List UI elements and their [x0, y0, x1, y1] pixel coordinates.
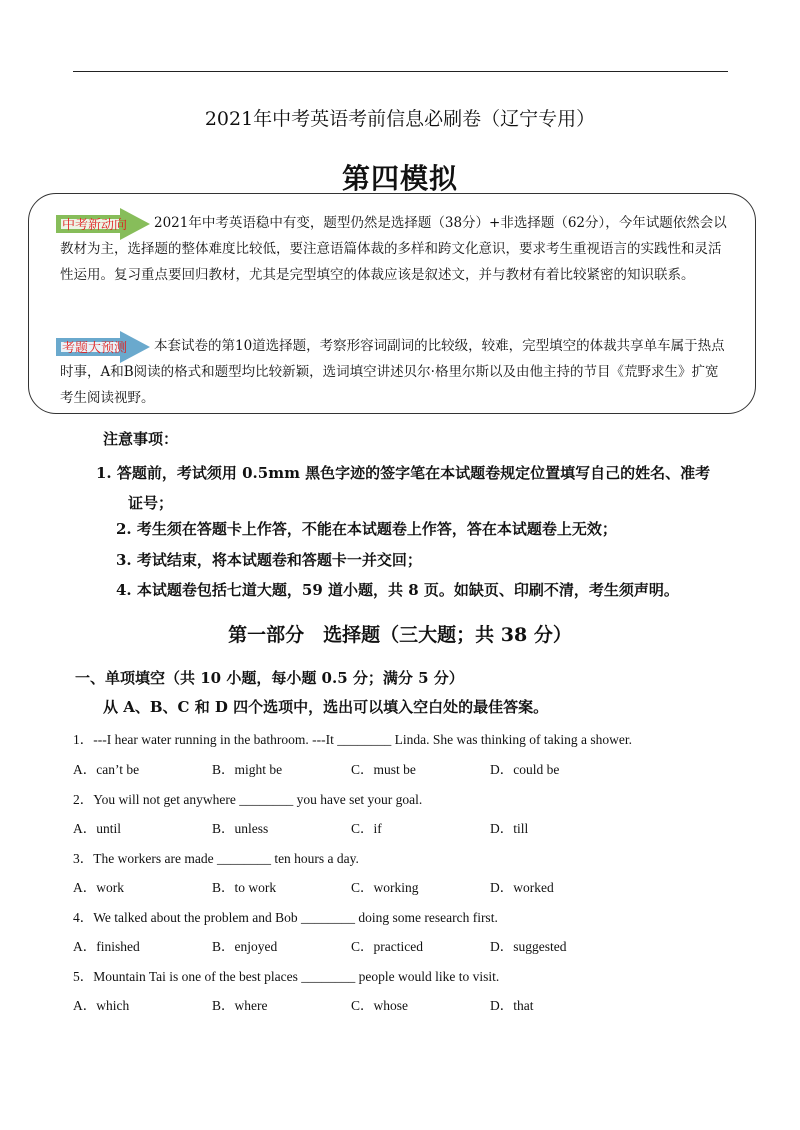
- option-c: C．if: [351, 821, 382, 836]
- question-options: [73, 817, 733, 837]
- option-d: D．that: [490, 998, 534, 1013]
- option-a: A．work: [73, 880, 124, 895]
- option-c: C．whose: [351, 998, 408, 1013]
- note-item-2: 2. 考生须在答题卡上作答，不能在本试题卷上作答，答在本试题卷上无效；: [116, 520, 617, 538]
- header-rule: [73, 71, 728, 72]
- forecast-tag-label: 考题大预测: [62, 340, 128, 356]
- option-c: C．must be: [351, 762, 416, 777]
- option-b: B．unless: [212, 821, 269, 836]
- notes-title: 注意事项：: [103, 430, 179, 448]
- option-a: A．can’t be: [73, 762, 140, 777]
- forecast-tag: [60, 335, 148, 359]
- option-a: A．until: [73, 821, 122, 836]
- question-options: [73, 994, 733, 1014]
- trend-tag: [60, 212, 148, 236]
- trend-tag-label: 中考新动向: [62, 217, 128, 233]
- question-stem: 4．We talked about the problem and Bob ________ doing some research first.: [73, 910, 498, 925]
- part-title: 第一部分 选择题（三大题；共 38 分）: [228, 624, 572, 646]
- forecast-text: 本套试卷的第10道选择题，考察形容词副词的比较级，较难，完型填空的体裁共享单车属于热点时事，A和B阅读的格式和题型均比较新颖，选词填空讲述贝尔·格里尔斯以及由他主持的节目《荒野求生》扩宽考生阅读视野。: [60, 338, 725, 406]
- option-b: B．to work: [212, 880, 277, 895]
- option-d: D．till: [490, 821, 529, 836]
- section-instruction: 从 A、B、C 和 D 四个选项中，选出可以填入空白处的最佳答案。: [103, 698, 549, 716]
- forecast-paragraph: [60, 333, 728, 411]
- option-a: A．finished: [73, 939, 140, 954]
- option-c: C．practiced: [351, 939, 423, 954]
- question-options: [73, 758, 733, 778]
- note-item-4: 4. 本试题卷包括七道大题，59 道小题，共 8 页。如缺页、印刷不清，考生须声明。: [116, 581, 679, 599]
- question-stem: 3．The workers are made ________ ten hours a day.: [73, 851, 359, 866]
- question-stem: 1．---I hear water running in the bathroom. ---It ________ Linda. She was thinking of taking a shower.: [73, 732, 632, 747]
- note-item-1-line-2: 证号；: [128, 494, 174, 512]
- option-b: B．enjoyed: [212, 939, 278, 954]
- question-options: [73, 876, 733, 896]
- question-options: [73, 935, 733, 955]
- question-stem: 5．Mountain Tai is one of the best places ________ people would like to visit.: [73, 969, 500, 984]
- trend-text: 2021年中考英语稳中有变，题型仍然是选择题（38分）+非选择题（62分），今年试题依然会以教材为主，选择题的整体难度比较低，要注意语篇体裁的多样和跨文化意识，要求考生重视语言的实践性和灵活性运用。复习重点要回归教材，尤其是完型填空的体裁应该是叙述文，并与教材有着比较紧密的知识联系。: [60, 215, 727, 283]
- note-item-3: 3. 考试结束，将本试题卷和答题卡一并交回；: [116, 551, 422, 569]
- option-b: B．where: [212, 998, 268, 1013]
- page-subtitle: 第四模拟: [341, 162, 458, 195]
- note-item-1-line-1: 1. 答题前，考试须用 0.5mm 黑色字迹的签字笔在本试题卷规定位置填写自己的姓名、准考: [96, 464, 711, 482]
- option-c: C．working: [351, 880, 419, 895]
- option-d: D．suggested: [490, 939, 567, 954]
- option-a: A．which: [73, 998, 130, 1013]
- question-stem: 2．You will not get anywhere ________ you have set your goal.: [73, 792, 423, 807]
- option-b: B．might be: [212, 762, 283, 777]
- page-title: 2021年中考英语考前信息必刷卷（辽宁专用）: [204, 108, 596, 130]
- option-d: D．could be: [490, 762, 560, 777]
- section-title: 一、单项填空（共 10 小题，每小题 0.5 分；满分 5 分）: [75, 669, 464, 687]
- note-item-1: [96, 458, 736, 518]
- option-d: D．worked: [490, 880, 554, 895]
- trend-paragraph: [60, 210, 728, 288]
